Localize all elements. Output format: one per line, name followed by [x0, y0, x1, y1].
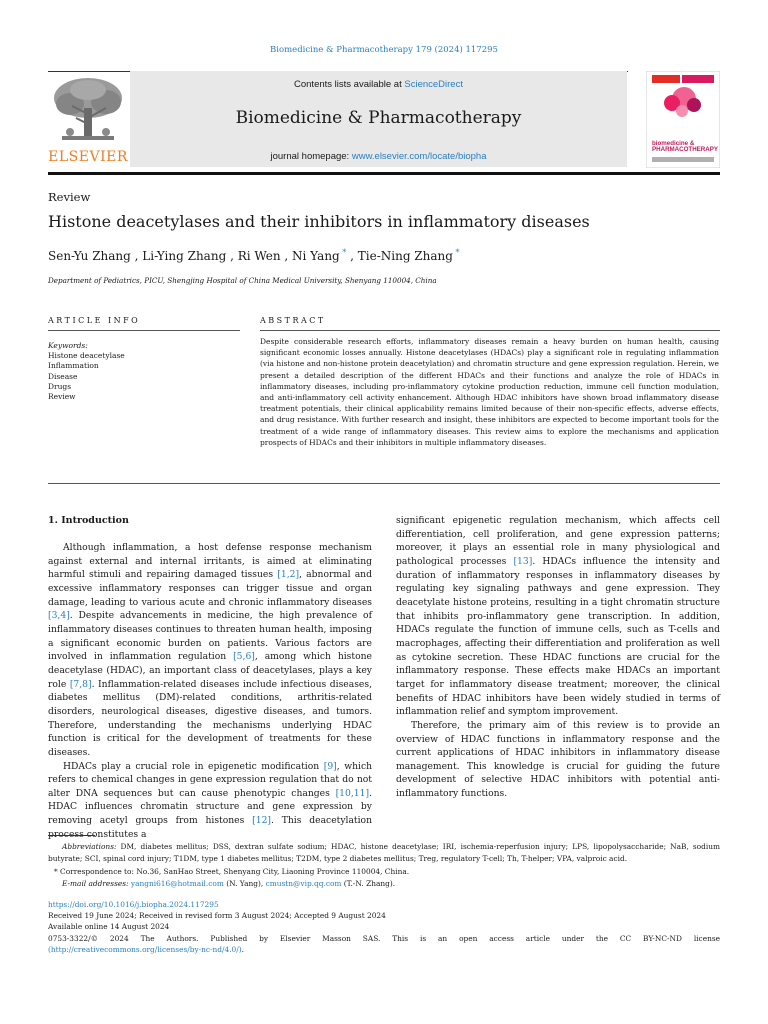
paragraph-text: . Despite advancements in medicine, the high prevalence of inflammatory diseases continues to threaten human health, imposing a significant economic burden on patients. Various factors are involved in inflammation regulation	[48, 610, 372, 663]
email-footnote	[48, 878, 720, 890]
journal-homepage	[130, 151, 627, 162]
elsevier-wordmark: ELSEVIER	[48, 149, 128, 165]
keyword: Disease	[48, 371, 78, 381]
email-owner: (N. Yang),	[223, 879, 266, 889]
email-owner: (T.-N. Zhang).	[341, 879, 396, 889]
received-dates: Received 19 June 2024; Received in revised form 3 August 2024; Accepted 9 August 2024	[48, 911, 386, 921]
keyword: Review	[48, 392, 76, 402]
paragraph	[48, 760, 372, 842]
email-link-zhang[interactable]: cmustn@vip.qq.com	[265, 879, 342, 889]
citation-link[interactable]: [5,6]	[233, 651, 255, 663]
citation-link[interactable]: [7,8]	[69, 678, 92, 690]
author-name[interactable]: Tie-Ning Zhang	[357, 249, 453, 263]
body-left-column	[48, 541, 372, 841]
paragraph	[396, 514, 720, 719]
paragraph-text: Therefore, the primary aim of this review is to provide an overview of HDAC functions in inflammatory response and the current applications of HDAC inhibitors in inflammatory disease management. This knowledge is crucial for guiding the future development of selective HDAC inhibitors with potential anti-inflammatory functions.	[396, 719, 720, 800]
available-online-date: Available online 14 August 2024	[48, 922, 170, 932]
abstract-text: Despite considerable research efforts, inflammatory diseases remain a heavy burden on human health, causing significant economic losses annually. Histone deacetylases (HDACs) play a significant role in regulating inflammation (via histone and non-histone protein deacetylation) and chromatin structure and gene expression regulation. Herein, we present a detailed description of the different HDACs and their functions and analyze the role of HDACs in inflammatory diseases, including pro-inflammatory cytokine production reduction, immune cell function modulation, and anti-inflammatory cell activity enhancement. Although HDAC inhibitors have shown broad inflammatory disease treatment potentials, their clinical applicability remains limited because of their non-specific effects, adverse effects, and drug resistance. With further research and insight, these inhibitors are expected to become important tools for the treatment of a wide range of inflammatory diseases. This review aims to explore the mechanisms and application prospects of HDACs and their inhibitors in multiple inflammatory diseases.	[260, 337, 719, 447]
paragraph-text: Although inflammation, a host defense response mechanism against external and internal irritants, is aimed at eliminating harmful stimuli and repairing damaged tissues	[48, 542, 372, 581]
citation-link[interactable]: [12]	[252, 815, 272, 827]
author-name[interactable]: Ri Wen	[237, 249, 281, 263]
citation-link[interactable]: [10,11]	[335, 787, 370, 799]
correspondence-footnote	[48, 866, 720, 878]
keyword: Histone deacetylase	[48, 351, 125, 361]
paragraph-text: . HDACs influence the intensity and duration of inflammatory responses in inflammatory diseases by regulating key signaling pathways and gene expression. They deacetylate histone proteins, resulting in a tight chromatin structure that inhibits pro-inflammatory gene transcription. In addition, HDACs regulate the function of immune cells, such as T-cells and macrophages, affecting their differentiation and proliferation as well as cytokine secretion. These HDAC functions are crucial for the inflammatory response. These effects make HDACs an important target for inflammatory disease treatment; moreover, the clinical benefits of HDAC inhibitors have been widely studied in terms of inflammation relief and symptom improvement.	[396, 555, 720, 718]
affiliation: Department of Pediatrics, PICU, Shengjing Hospital of China Medical University, Shenyang 110004, China	[48, 276, 437, 285]
footnote-rule	[48, 835, 95, 836]
correspondence-mark: *	[54, 866, 58, 876]
citation-link[interactable]: [9]	[323, 760, 337, 772]
publication-info	[48, 899, 720, 955]
paragraph-text: significant epigenetic regulation mechanism, which affects cell differentiation, cell proliferation, and gene expression patterns; moreover, it plays an essential role in many physiological and pathological processes	[396, 515, 720, 567]
body-right-column	[396, 514, 720, 801]
citation-link[interactable]: [1,2]	[277, 569, 300, 581]
citation-link[interactable]: [13]	[513, 555, 533, 567]
article-info-rule	[48, 330, 240, 331]
paragraph	[396, 719, 720, 801]
license-line	[48, 944, 720, 955]
keywords-list	[48, 351, 125, 402]
corresponding-author-mark[interactable]: *	[339, 248, 347, 257]
paragraph-text: . Inflammation-related diseases include infectious diseases, diabetes mellitus (DM)-related conditions, arthritis-related disorders, neurological diseases, digestive diseases, and tumors. Therefore, understanding the mechanisms underlying HDAC function is critical for the development of treatments for these diseases.	[48, 678, 372, 758]
homepage-label: journal homepage:	[270, 151, 352, 162]
contents-available	[130, 79, 627, 90]
homepage-link[interactable]: www.elsevier.com/locate/biopha	[351, 151, 487, 162]
paragraph-text: . This deacetylation process constitutes a	[48, 815, 373, 840]
paragraph	[48, 541, 372, 760]
email-label: E-mail addresses:	[62, 879, 129, 889]
correspondence-text: Correspondence to: No.36, SanHao Street, Shenyang City, Liaoning Province 110004, China.	[57, 866, 410, 876]
journal-cover-thumbnail[interactable]	[646, 71, 720, 168]
author-name[interactable]: Sen-Yu Zhang	[48, 249, 131, 263]
article-type: Review	[48, 190, 91, 204]
article-info-heading: ARTICLE INFO	[48, 316, 141, 325]
keywords-block	[48, 341, 125, 402]
paragraph-text: , which refers to chemical changes in gene expression regulation that do not alter DNA sequences but can cause phenotypic changes	[48, 760, 373, 799]
journal-reference[interactable]: Biomedicine & Pharmacotherapy 179 (2024) 117295	[270, 45, 498, 55]
citation-link[interactable]: [3,4]	[48, 610, 70, 622]
journal-title: Biomedicine & Pharmacotherapy	[235, 108, 522, 128]
license-end: .	[241, 944, 244, 954]
paragraph-text: , abnormal and excessive inflammatory responses can trigger tissue and organ damage, leading to various acute and chronic inflammatory diseases	[48, 569, 372, 608]
paragraph-text: . HDAC influences chromatin structure and gene expression by removing acetyl groups from histones	[48, 787, 372, 827]
contents-label: Contents lists available at	[294, 79, 405, 90]
keywords-label: Keywords:	[48, 341, 88, 350]
elsevier-logo[interactable]	[48, 74, 128, 166]
sciencedirect-link[interactable]: ScienceDirect	[404, 79, 463, 90]
license-link[interactable]: (http://creativecommons.org/licenses/by-nc-nd/4.0/)	[48, 944, 242, 954]
license-statement: 0753-3322/© 2024 The Authors. Published by Elsevier Masson SAS. This is an open access article under the CC BY-NC-ND license	[48, 933, 720, 943]
paragraph-text: , among which histone deacetylase (HDAC), an important class of deacetylases, plays a key role	[48, 651, 372, 690]
keyword: Drugs	[48, 381, 72, 391]
corresponding-author-mark[interactable]: *	[452, 248, 460, 257]
email-link-yang[interactable]: yangni616@hotmail.com	[130, 879, 224, 889]
abstract-heading: ABSTRACT	[260, 316, 326, 325]
keyword: Inflammation	[48, 361, 99, 371]
abstract-rule	[260, 330, 720, 331]
doi-link[interactable]: https://doi.org/10.1016/j.biopha.2024.117295	[48, 900, 219, 909]
abbreviations-text: DM, diabetes mellitus; DSS, dextran sulfate sodium; HDAC, histone deacetylase; IRI, ischemia-reperfusion injury; LPS, lipopolysaccharide; NaB, sodium butyrate; SCI, spinal cord injury; T1DM, type 1 diabetes mellitus; T2DM, type 2 diabetes mellitus; Treg, regulatory T-cell; Th, T-helper; VPA, valproic acid.	[48, 842, 720, 864]
abbreviations-label: Abbreviations:	[62, 842, 117, 851]
author-name[interactable]: Ni Yang	[292, 249, 340, 263]
author-name[interactable]: Li-Ying Zhang	[142, 249, 227, 263]
header-thick-rule	[48, 172, 720, 175]
abstract-bottom-rule	[48, 483, 720, 484]
article-title: Histone deacetylases and their inhibitors in inflammatory diseases	[48, 212, 590, 231]
cover-title: biomedicine & PHARMACOTHERAPY	[652, 140, 719, 154]
author-list: Sen-Yu Zhang , Li-Ying Zhang , Ri Wen , Ni Yang * , Tie-Ning Zhang *	[48, 248, 460, 263]
section-title-introduction: 1. Introduction	[48, 515, 129, 526]
footnotes	[48, 841, 720, 891]
abbreviations-footnote	[48, 841, 720, 866]
paragraph-text: HDACs play a crucial role in epigenetic modification	[63, 760, 324, 772]
